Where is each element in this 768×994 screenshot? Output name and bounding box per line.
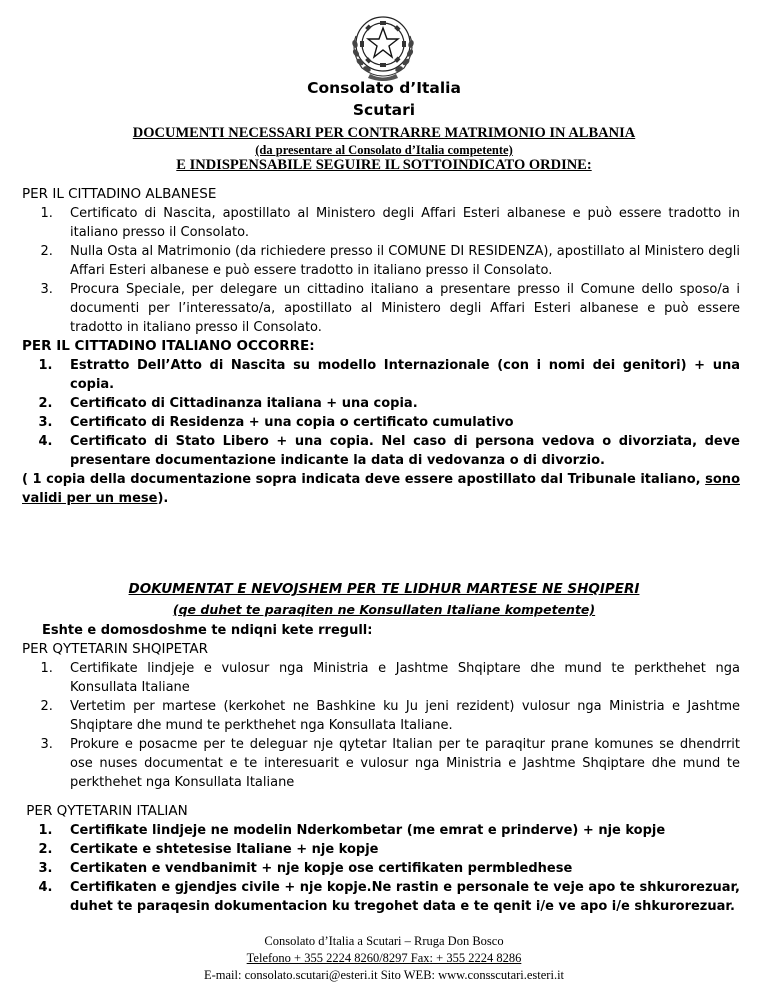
italian-republic-emblem-icon [344, 6, 422, 82]
albanian-citizen-heading: PER IL CITTADINO ALBANESE [22, 186, 217, 202]
list-item: 2. Vertetim per martese (kerkohet ne Bashkine ku Ju jeni rezident) vulosur nga Ministria e Jashtme Shqiptare dhe mund te perkthehet nga Konsullata Italiane. [57, 697, 740, 735]
note-validity: sono validi per un mese [22, 472, 740, 506]
italian-citizen-heading-text: PER IL CITTADINO ITALIANO OCCORRE: [22, 338, 315, 354]
list-item: 3. Procura Speciale, per delegare un cittadino italiano a presentare presso il Comune dello sposo/a i documenti per l’interessato/a, apostillato al Ministero degli Affari Esteri albanese e può essere tradotto in italiano presso il Consolato. [57, 280, 740, 337]
albanian-order-notice: Eshte e domosdoshme te ndiqni kete rregull: [42, 623, 373, 638]
list-item: 2. Certikate e shtetesise Italiane + nje kopje [57, 840, 740, 859]
document-subtitle: (da presentare al Consolato d’Italia competente) [255, 143, 513, 157]
document-title: DOCUMENTI NECESSARI PER CONTRARRE MATRIMONIO IN ALBANIA [132, 125, 636, 141]
sq-italian-citizen-list [22, 821, 740, 916]
list-item: 4. Certificato di Stato Libero + una copia. Nel caso di persona vedova o divorziata, deve presentare documentazione indicante la data di vedovanza o di divorzio. [57, 432, 740, 470]
list-item: 3. Prokure e posacme per te deleguar nje qytetar Italian per te paraqitur prane komunes se dhendrrit ose nuses documentat e te interesuarit e vulosur nga Ministria e Jashtme Shqiptare dhe mund te perkthehet nga Konsullata Italiane [57, 735, 740, 792]
albanian-document-subtitle: (qe duhet te paraqiten ne Konsullaten Italiane kompetente) [172, 602, 596, 617]
list-item: 3. Certikaten e vendbanimit + nje kopje ose certifikaten permbledhese [57, 859, 740, 878]
footer-address: Consolato d’Italia a Scutari – Rruga Don Bosco [264, 934, 504, 948]
list-item: 1. Certificato di Nascita, apostillato al Ministero degli Affari Esteri albanese e può essere tradotto in italiano presso il Consolato. [57, 204, 740, 242]
list-item: 3. Certificato di Residenza + una copia o certificato cumulativo [57, 413, 740, 432]
albanian-language-section [22, 621, 740, 916]
order-notice: E INDISPENSABILE SEGUIRE IL SOTTOINDICATO ORDINE: [176, 157, 592, 173]
list-item: 1. Estratto Dell’Atto di Nascita su modello Internazionale (con i nomi dei genitori) + una copia. [57, 356, 740, 394]
italian-language-section [22, 185, 740, 508]
sq-italian-citizen-heading: PER QYTETARIN ITALIAN [22, 803, 188, 819]
albanian-document-title: DOKUMENTAT E NEVOJSHEM PER TE LIDHUR MARTESE NE SHQIPERI [128, 581, 640, 597]
list-item: 1. Certifikate lindjeje e vulosur nga Ministria e Jashtme Shqiptare dhe mund te perkthehet nga Konsullata Italiane [57, 659, 740, 697]
list-item: 2. Nulla Osta al Matrimonio (da richiedere presso il COMUNE DI RESIDENZA), apostillato al Ministero degli Affari Esteri albanese e può essere tradotto in italiano presso il Consolato. [57, 242, 740, 280]
albanian-citizen-list [22, 204, 740, 337]
sq-albanian-citizen-list [22, 659, 740, 792]
note-suffix: ). [157, 491, 169, 506]
apostille-note [22, 470, 740, 508]
italian-citizen-heading [22, 337, 740, 356]
italian-citizen-list [22, 356, 740, 470]
list-item: 2. Certificato di Cittadinanza italiana + una copia. [57, 394, 740, 413]
footer-contact: E-mail: consolato.scutari@esteri.it Sito WEB: www.consscutari.esteri.it [203, 968, 565, 982]
consulate-name: Consolato d’Italia [307, 79, 461, 97]
footer-phone: Telefono + 355 2224 8260/8297 Fax: + 355 2224 8286 [246, 951, 522, 965]
note-prefix: ( 1 copia della documentazione sopra indicata deve essere apostillato dal Tribunale italiano, [22, 472, 706, 487]
consulate-city: Scutari [352, 101, 416, 119]
sq-albanian-citizen-heading: PER QYTETARIN SHQIPETAR [22, 641, 208, 657]
list-item: 1. Certifikate lindjeje ne modelin Nderkombetar (me emrat e prinderve) + nje kopje [57, 821, 740, 840]
list-item: 4. Certifikaten e gjendjes civile + nje kopje.Ne rastin e personale te veje apo te shkurorezuar, duhet te paraqesin dokumentacion ku tregohet data e te qenit i/e ve apo i/e shkurorezuar. [57, 878, 740, 916]
